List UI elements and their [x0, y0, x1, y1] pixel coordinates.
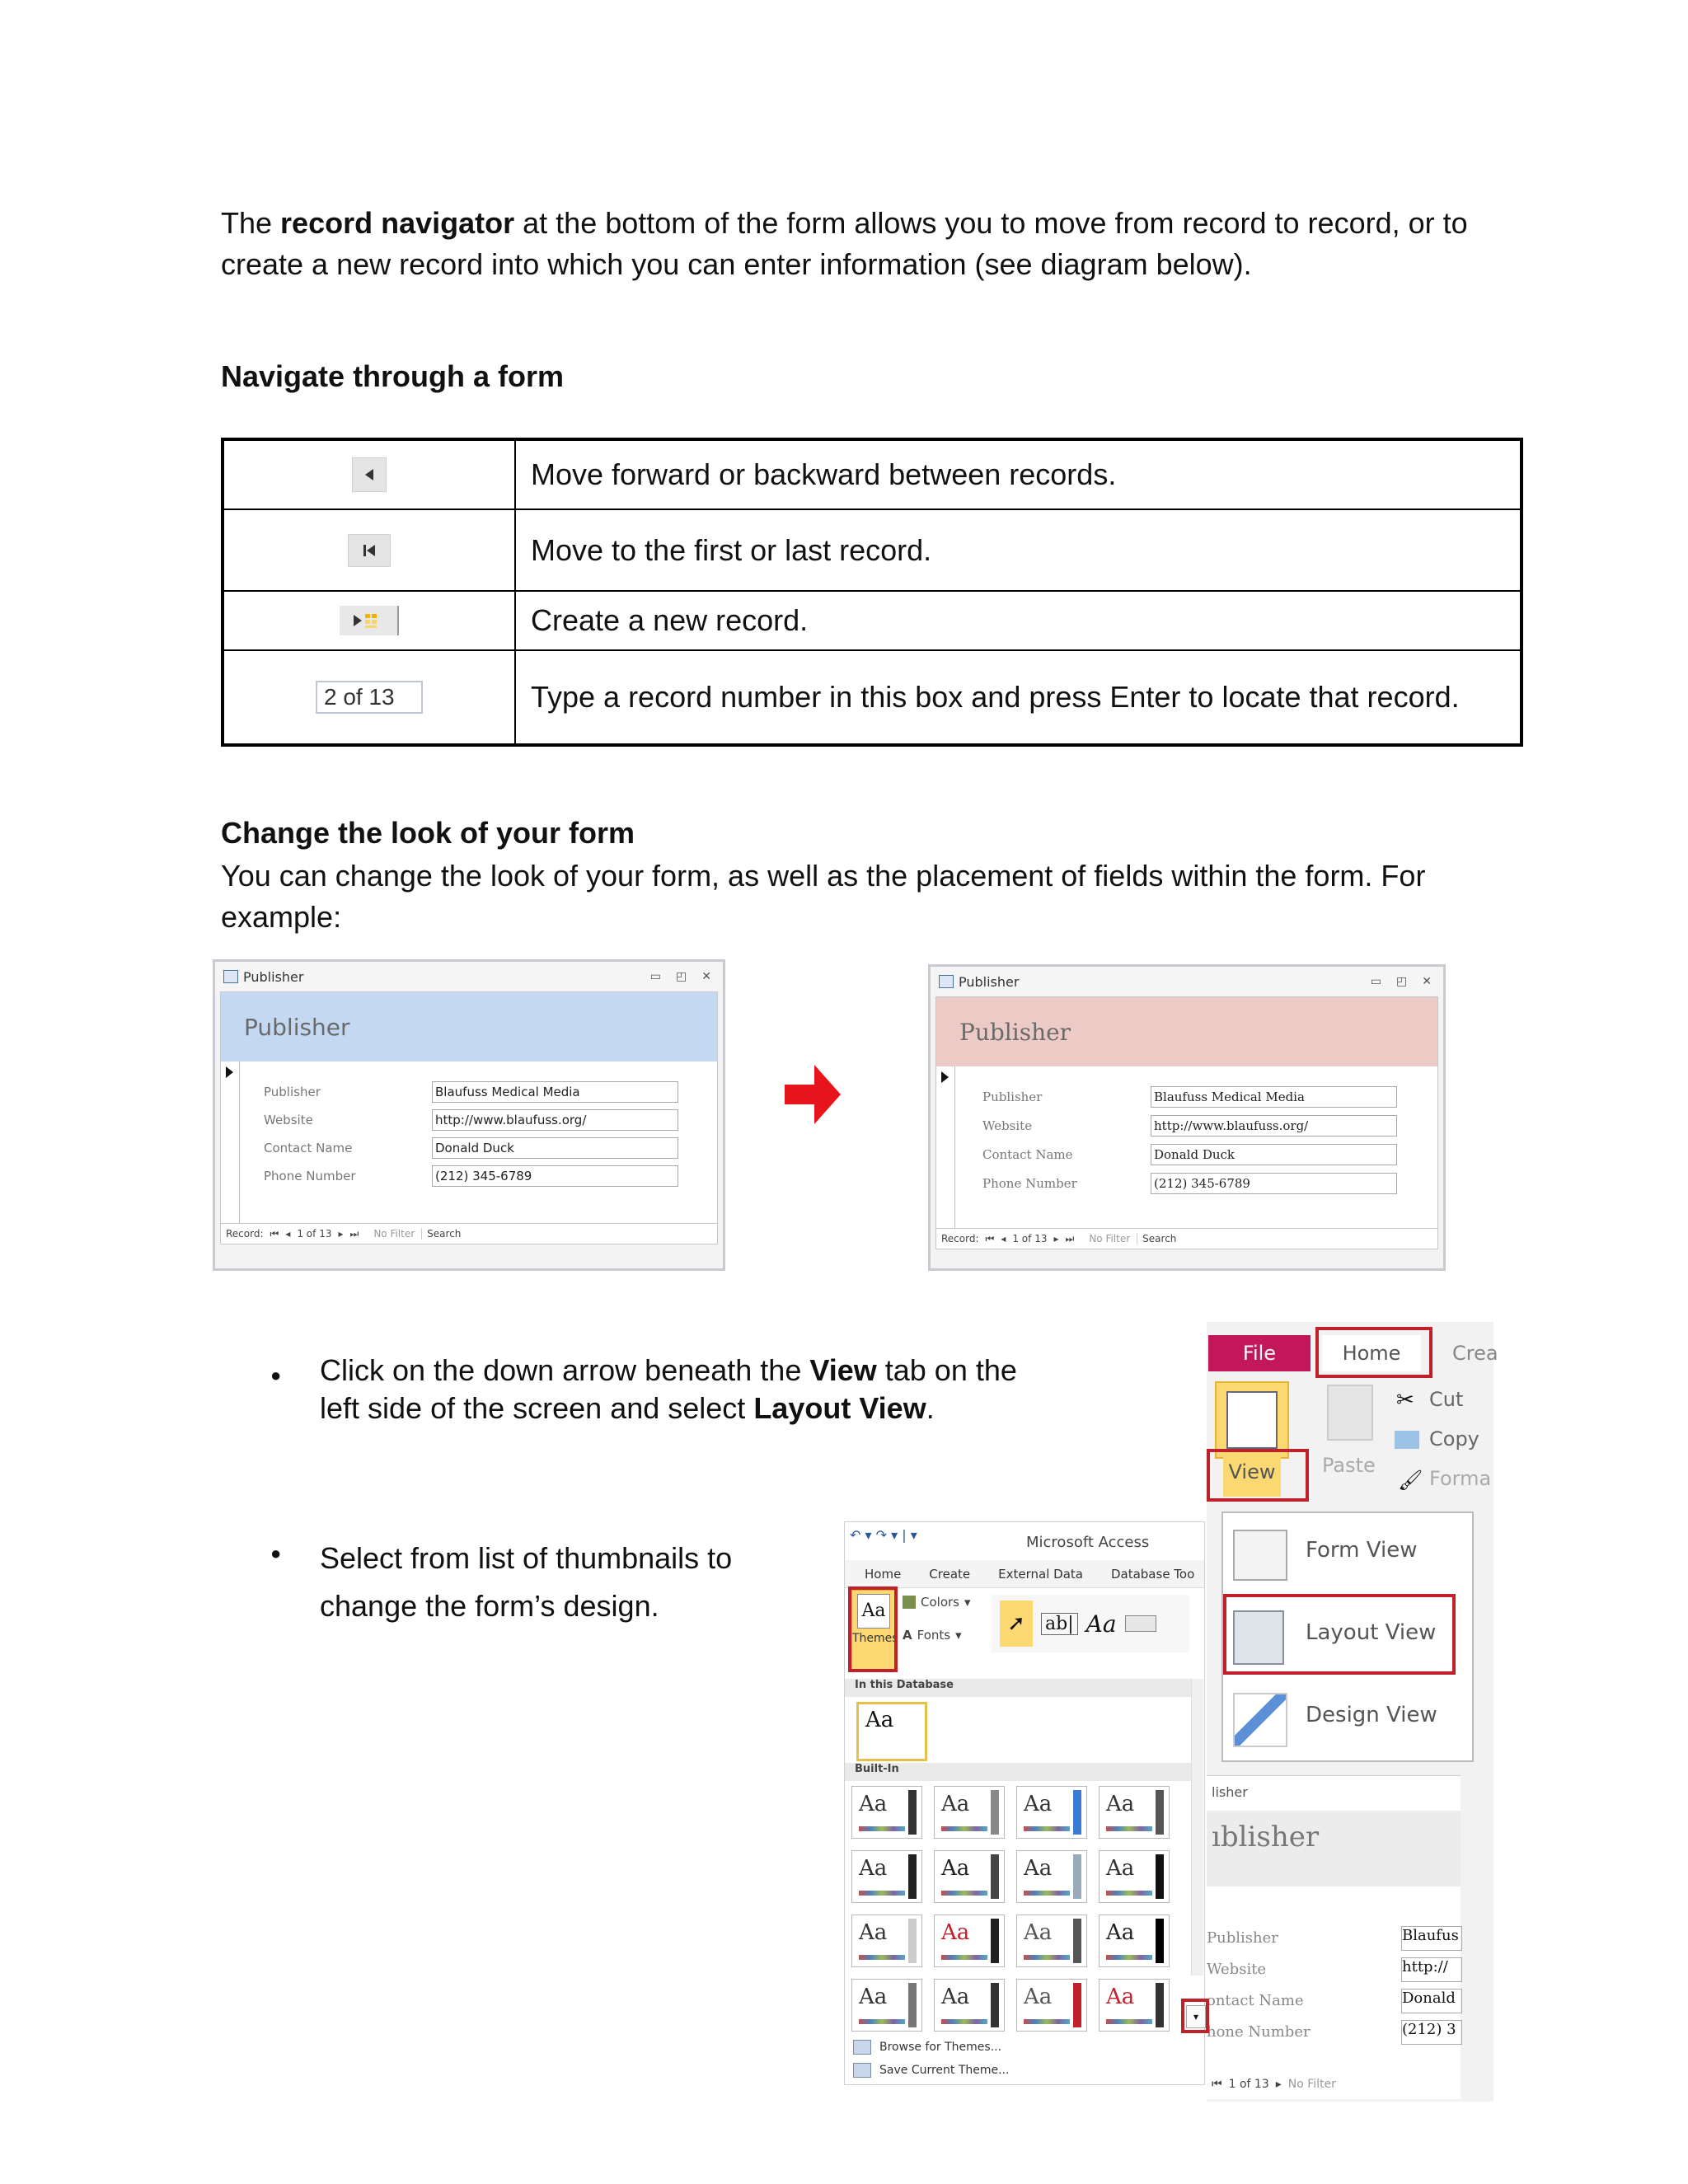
nav-table-row: [224, 649, 1520, 743]
field-label: Phone Number: [982, 1176, 1077, 1191]
theme-color-strip: [859, 1955, 905, 1960]
intro-bold: record navigator: [280, 206, 515, 240]
last-record-icon[interactable]: ⏭: [349, 1227, 359, 1240]
record-label: Record:: [941, 1233, 979, 1244]
themes-label: Themes: [852, 1632, 898, 1645]
theme-thumbnail[interactable]: [1099, 1979, 1170, 2032]
in-database-label: In this Database: [845, 1679, 1191, 1697]
search-label[interactable]: Search: [421, 1228, 461, 1240]
theme-color-strip: [941, 1891, 987, 1896]
field-label: Contact Name: [264, 1141, 353, 1155]
record-position[interactable]: 1 of 13: [1228, 2078, 1269, 2091]
field-value[interactable]: Donald: [1401, 1989, 1462, 2013]
bullet-view-instruction: [320, 1352, 1062, 1427]
field-value[interactable]: Blaufuss Medical Media: [1151, 1086, 1397, 1108]
minimize-icon[interactable]: ▭: [1370, 975, 1382, 988]
theme-accent-bar: [1156, 1983, 1164, 2027]
theme-accent-bar: [1073, 1919, 1081, 1963]
theme-glyph: Aa: [1024, 1920, 1053, 1945]
window-title: Publisher: [243, 968, 304, 985]
record-selector[interactable]: [936, 1066, 955, 1228]
new-record-icon: [340, 606, 399, 635]
design-view-icon: [1233, 1693, 1287, 1747]
close-icon[interactable]: ✕: [701, 970, 711, 983]
fonts-label: Fonts: [917, 1628, 951, 1643]
home-tab-highlight: [1315, 1327, 1432, 1378]
prev-record-icon[interactable]: ◂: [1001, 1233, 1006, 1244]
theme-accent-bar: [1156, 1854, 1164, 1899]
filter-label[interactable]: No Filter: [1287, 2078, 1336, 2091]
filter-label[interactable]: No Filter: [373, 1228, 415, 1240]
tab-external-data[interactable]: External Data: [998, 1566, 1083, 1582]
next-record-icon[interactable]: ▸: [1275, 2078, 1282, 2091]
field-value[interactable]: (212) 3: [1401, 2020, 1462, 2045]
fonts-button[interactable]: A Fonts ▾: [903, 1628, 962, 1643]
layout-view-highlight: [1223, 1594, 1456, 1675]
field-label: Website: [982, 1118, 1033, 1133]
theme-accent-bar: [1073, 1983, 1081, 2027]
theme-accent-bar: [1073, 1854, 1081, 1899]
paste-label[interactable]: Paste: [1322, 1454, 1376, 1477]
theme-accent-bar: [991, 1854, 999, 1899]
background-form: [1207, 1775, 1461, 2099]
record-position[interactable]: 1 of 13: [1012, 1233, 1048, 1244]
look-paragraph: You can change the look of your form, as well as the placement of fields within the form. For example:: [221, 859, 1426, 934]
colors-icon: [903, 1596, 916, 1609]
field-value[interactable]: http://www.blaufuss.org/: [432, 1109, 678, 1131]
theme-color-strip: [941, 1826, 987, 1831]
tab-file[interactable]: File: [1208, 1335, 1311, 1371]
select-pointer-icon[interactable]: ➚: [1000, 1601, 1033, 1647]
filter-label[interactable]: No Filter: [1089, 1233, 1131, 1244]
field-label: Contact Name: [982, 1147, 1073, 1162]
builtin-label: Built-In: [845, 1763, 1191, 1781]
theme-accent-bar: [908, 1854, 917, 1899]
form-view-icon: [1233, 1530, 1287, 1581]
field-label: ontact Name: [1207, 1992, 1304, 2009]
form-header: Publisher: [936, 997, 1437, 1066]
field-value[interactable]: Donald Duck: [1151, 1144, 1397, 1165]
cut-icon[interactable]: ✂: [1396, 1388, 1414, 1413]
theme-thumbnail[interactable]: [1099, 1850, 1170, 1903]
theme-color-strip: [941, 2019, 987, 2024]
background-form-title: lisher: [1212, 1784, 1248, 1800]
theme-glyph: Aa: [941, 1985, 970, 2009]
field-label: Website: [264, 1113, 313, 1127]
theme-color-strip: [1024, 1826, 1070, 1831]
quick-access-toolbar: ↶ ▾ ↷ ▾ | ▾: [850, 1527, 917, 1543]
close-icon[interactable]: ✕: [1422, 975, 1432, 988]
nav-table-text: Type a record number in this box and press Enter to locate that record.: [531, 680, 1460, 714]
field-value[interactable]: http://: [1401, 1957, 1462, 1982]
nav-table-text: Create a new record.: [531, 603, 809, 637]
theme-glyph: Aa: [859, 1920, 888, 1945]
record-navigator: [221, 1223, 717, 1244]
control-gallery: [992, 1595, 1189, 1652]
view-menu-screenshot: [1207, 1322, 1498, 2102]
theme-accent-bar: [991, 1790, 999, 1835]
theme-grid: [851, 1786, 1181, 2050]
theme-color-strip: [859, 1891, 905, 1896]
field-label: Website: [1207, 1961, 1267, 1978]
theme-glyph: Aa: [1106, 1920, 1135, 1945]
theme-thumbnail[interactable]: [1099, 1786, 1170, 1839]
copy-icon[interactable]: [1395, 1431, 1419, 1449]
background-form-header: ıblisher: [1207, 1811, 1461, 1886]
theme-glyph: Aa: [1106, 1856, 1135, 1881]
theme-glyph: Aa: [941, 1856, 970, 1881]
theme-glyph: Aa: [859, 1792, 888, 1816]
theme-color-strip: [1106, 1891, 1152, 1896]
nav-table-row: [224, 441, 1520, 509]
form-view-label: Form View: [1306, 1538, 1418, 1563]
bullet1-text-a: Click on the down arrow beneath the: [320, 1353, 810, 1387]
bullet1-text-e: .: [926, 1391, 935, 1425]
theme-glyph: Aa: [1106, 1792, 1135, 1816]
app-title: Microsoft Access: [1026, 1534, 1150, 1551]
tab-home[interactable]: Home: [1322, 1335, 1421, 1371]
field-value[interactable]: Blaufus: [1401, 1926, 1462, 1951]
fonts-icon: A: [903, 1628, 912, 1643]
theme-color-strip: [859, 1826, 905, 1831]
theme-color-strip: [1024, 1891, 1070, 1896]
theme-thumbnail[interactable]: [851, 1979, 922, 2032]
bullet1-layout-view: Layout View: [753, 1391, 926, 1425]
bullet-dot-icon: ●: [270, 1365, 282, 1385]
next-record-icon[interactable]: ▸: [1053, 1233, 1059, 1244]
field-value[interactable]: http://www.blaufuss.org/: [1151, 1115, 1397, 1137]
prev-record-icon: [352, 457, 387, 492]
theme-accent-bar: [991, 1919, 999, 1963]
format-painter-icon[interactable]: 🖌: [1398, 1469, 1423, 1492]
bullet1-view: View: [809, 1353, 877, 1387]
browse-themes-label: Browse for Themes...: [879, 2041, 1002, 2054]
theme-thumbnail[interactable]: [934, 1850, 1005, 1903]
form-icon: [939, 975, 954, 988]
form-window-before: [213, 959, 725, 1271]
theme-thumbnail[interactable]: [1099, 1915, 1170, 1967]
form-header: Publisher: [221, 992, 717, 1062]
nav-table-text: Move forward or backward between records.: [531, 457, 1117, 491]
form-window-after: [928, 964, 1446, 1271]
field-value[interactable]: (212) 345-6789: [432, 1165, 678, 1187]
record-navigator: [1207, 2078, 1465, 2097]
theme-thumbnail[interactable]: [851, 1786, 922, 1839]
nav-heading: Navigate through a form: [221, 359, 565, 393]
record-position[interactable]: 1 of 13: [297, 1228, 332, 1240]
theme-thumbnail[interactable]: [1016, 1786, 1087, 1839]
restore-icon[interactable]: ◰: [676, 970, 687, 983]
view-button-highlight: [1207, 1449, 1309, 1502]
minimize-icon[interactable]: ▭: [649, 970, 662, 983]
intro-paragraph: [221, 203, 1540, 285]
themes-panel-screenshot: [844, 1521, 1205, 2085]
nav-table-text: Move to the first or last record.: [531, 532, 932, 567]
cut-label[interactable]: Cut: [1429, 1388, 1464, 1411]
record-navigator: [936, 1228, 1437, 1249]
field-value[interactable]: Blaufuss Medical Media: [432, 1081, 678, 1103]
theme-accent-bar: [1073, 1790, 1081, 1835]
theme-thumbnail[interactable]: [851, 1850, 922, 1903]
first-record-icon[interactable]: ⏮: [270, 1227, 279, 1240]
theme-color-strip: [1106, 2019, 1152, 2024]
save-theme-label: Save Current Theme...: [879, 2064, 1010, 2077]
theme-color-strip: [941, 1955, 987, 1960]
browse-themes-icon: [853, 2040, 871, 2055]
field-label: hone Number: [1207, 2023, 1311, 2041]
first-record-icon[interactable]: ⏮: [1212, 2078, 1222, 2091]
look-heading: Change the look of your form: [221, 816, 635, 850]
theme-accent-bar: [908, 1919, 917, 1963]
view-button-icon[interactable]: [1215, 1381, 1289, 1459]
bullet1-text-c: tab on the left side of the screen and select: [320, 1353, 1017, 1425]
button-icon[interactable]: [1125, 1615, 1156, 1632]
theme-accent-bar: [908, 1983, 917, 2027]
field-label: Publisher: [1207, 1929, 1278, 1947]
tab-database-tools[interactable]: Database Too: [1110, 1566, 1195, 1582]
prev-record-icon[interactable]: ◂: [285, 1228, 291, 1240]
restore-icon[interactable]: ◰: [1396, 975, 1408, 988]
field-value[interactable]: Donald Duck: [432, 1137, 678, 1159]
theme-thumbnail[interactable]: [1016, 1915, 1087, 1967]
nav-table-row: [224, 509, 1520, 590]
field-value[interactable]: (212) 345-6789: [1151, 1173, 1397, 1194]
gallery-more-icon[interactable]: ▾: [1186, 2005, 1206, 2028]
form-view-option[interactable]: [1223, 1513, 1472, 1594]
more-highlight: [1181, 1999, 1209, 2033]
view-button-label[interactable]: View: [1223, 1455, 1281, 1497]
theme-thumbnail[interactable]: [934, 1915, 1005, 1967]
themes-highlight: [848, 1586, 898, 1672]
last-record-icon[interactable]: ⏭: [1065, 1232, 1075, 1244]
themes-icon: Aa: [857, 1594, 890, 1629]
field-label: Publisher: [982, 1090, 1043, 1104]
save-theme-icon: [853, 2063, 871, 2078]
theme-color-strip: [1106, 1826, 1152, 1831]
current-theme-thumbnail[interactable]: [856, 1702, 927, 1761]
paste-icon: [1327, 1385, 1373, 1441]
layout-view-label: Layout View: [1306, 1620, 1437, 1645]
colors-label: Colors: [921, 1595, 959, 1610]
theme-accent-bar: [1156, 1919, 1164, 1963]
nav-table: [221, 438, 1523, 747]
theme-glyph: Aa: [859, 1856, 888, 1881]
label-icon[interactable]: Aa: [1085, 1610, 1117, 1638]
theme-glyph: Aa: [865, 1708, 894, 1732]
theme-color-strip: [1024, 1955, 1070, 1960]
bullet-dot-icon: ●: [270, 1543, 282, 1563]
search-label[interactable]: Search: [1137, 1233, 1176, 1244]
design-view-option[interactable]: [1223, 1678, 1472, 1759]
intro-after: at the bottom of the form allows you to move from record to record, or to create a new record into which you can enter information (see diagram below).: [221, 206, 1468, 281]
theme-glyph: Aa: [1024, 1985, 1053, 2009]
theme-accent-bar: [908, 1790, 917, 1835]
copy-label[interactable]: Copy: [1429, 1427, 1479, 1451]
theme-glyph: Aa: [1106, 1985, 1135, 2009]
theme-glyph: Aa: [941, 1920, 970, 1945]
theme-glyph: Aa: [1024, 1792, 1053, 1816]
design-view-label: Design View: [1306, 1703, 1437, 1727]
bullet-thumbnail-instruction: Select from list of thumbnails to change the form’s design.: [320, 1541, 733, 1623]
theme-accent-bar: [1156, 1790, 1164, 1835]
gallery-scrollbar[interactable]: [1191, 1679, 1203, 1975]
theme-thumbnail[interactable]: [934, 1786, 1005, 1839]
theme-accent-bar: [991, 1983, 999, 2027]
field-label: Publisher: [264, 1085, 321, 1099]
first-record-icon[interactable]: ⏮: [985, 1232, 995, 1244]
theme-color-strip: [1106, 1955, 1152, 1960]
first-record-icon: [348, 534, 391, 567]
browse-themes-item[interactable]: [853, 2040, 1001, 2055]
record-number-box[interactable]: 2 of 13: [316, 681, 423, 714]
arrow-right-icon: [785, 1062, 842, 1127]
intro-before: The: [221, 206, 281, 240]
theme-thumbnail[interactable]: [851, 1915, 922, 1967]
form-icon: [1226, 1391, 1278, 1449]
theme-color-strip: [1024, 2019, 1070, 2024]
save-theme-item[interactable]: [853, 2063, 1010, 2078]
theme-color-strip: [859, 2019, 905, 2024]
theme-thumbnail[interactable]: [1016, 1850, 1087, 1903]
tab-create[interactable]: Create: [929, 1566, 971, 1582]
nav-table-row: [224, 590, 1520, 649]
format-painter-label[interactable]: Forma: [1429, 1467, 1492, 1490]
form-icon: [223, 970, 238, 983]
tab-create[interactable]: Crea: [1452, 1342, 1498, 1365]
theme-glyph: Aa: [1024, 1856, 1053, 1881]
colors-button[interactable]: Colors ▾: [903, 1595, 971, 1610]
theme-glyph: Aa: [941, 1792, 970, 1816]
theme-thumbnail[interactable]: [1016, 1979, 1087, 2032]
tab-home[interactable]: Home: [865, 1566, 902, 1582]
textbox-icon[interactable]: ab|: [1041, 1613, 1078, 1635]
record-label: Record:: [226, 1228, 264, 1240]
theme-thumbnail[interactable]: [934, 1979, 1005, 2032]
theme-glyph: Aa: [859, 1985, 888, 2009]
window-title: Publisher: [959, 973, 1020, 990]
next-record-icon[interactable]: ▸: [338, 1228, 344, 1240]
record-selector[interactable]: [221, 1062, 240, 1223]
field-label: Phone Number: [264, 1169, 356, 1183]
